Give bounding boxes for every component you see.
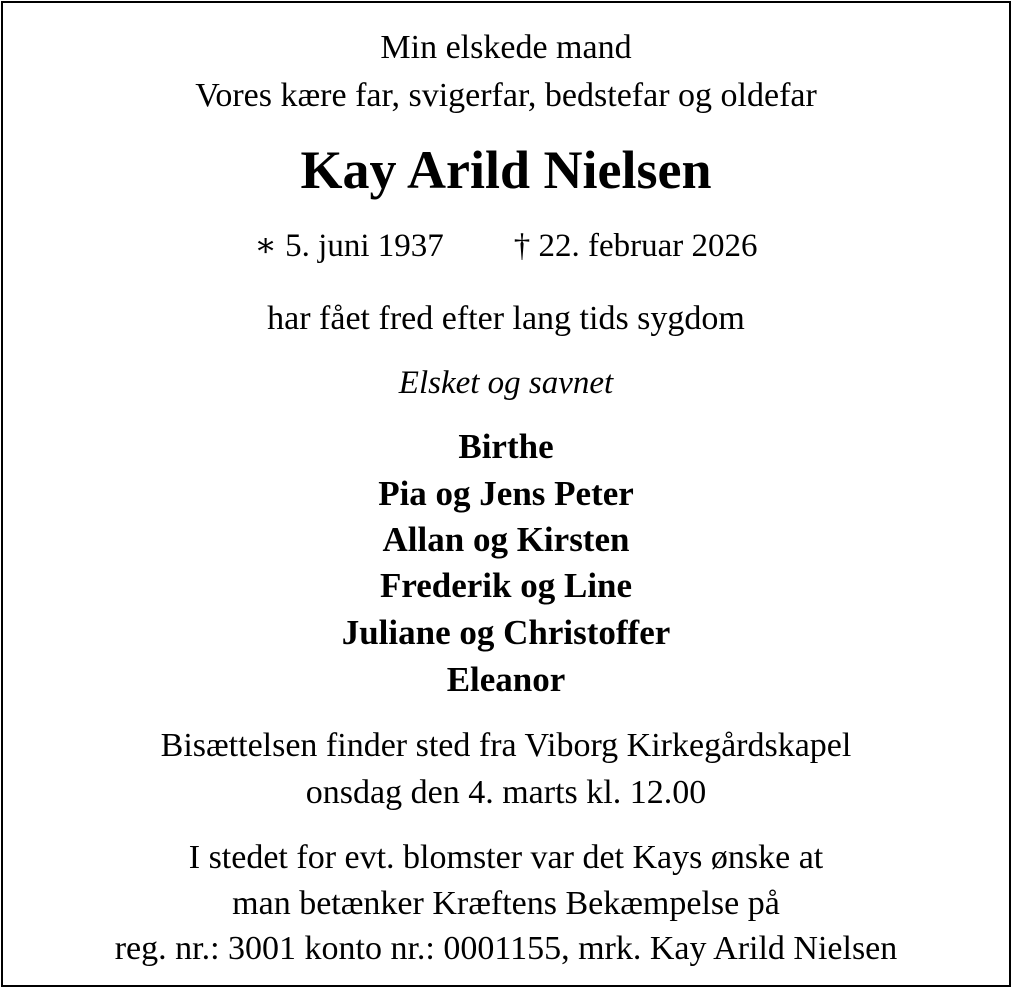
donation-line-1: I stedet for evt. blomster var det Kays ønske at — [188, 839, 824, 876]
family-member: Allan og Kirsten — [382, 520, 630, 559]
family-member: Pia og Jens Peter — [378, 474, 634, 513]
obituary-notice — [1, 1, 1011, 987]
death-date: † 22. februar 2026 — [513, 228, 758, 264]
funeral-line-1: Bisættelsen finder sted fra Viborg Kirkegårdskapel — [160, 727, 852, 764]
family-member: Frederik og Line — [379, 566, 633, 605]
birth-date: ∗ 5. juni 1937 — [254, 228, 444, 264]
family-member: Juliane og Christoffer — [341, 613, 671, 652]
funeral-line-2: onsdag den 4. marts kl. 12.00 — [305, 774, 707, 811]
family-member: Eleanor — [446, 660, 566, 699]
intro-line-2: Vores kære far, svigerfar, bedstefar og oldefar — [195, 77, 817, 114]
family-member: Birthe — [458, 427, 554, 466]
dates-line — [3, 230, 1009, 263]
donation-line-3: reg. nr.: 3001 konto nr.: 0001155, mrk. Kay Arild Nielsen — [114, 930, 898, 967]
donation-line-2: man betænker Kræftens Bekæmpelse på — [232, 885, 780, 922]
tagline: Elsket og savnet — [398, 365, 614, 401]
intro-line-1: Min elskede mand — [380, 29, 632, 66]
peace-message: har fået fred efter lang tids sygdom — [267, 300, 745, 337]
deceased-name: Kay Arild Nielsen — [300, 140, 712, 200]
